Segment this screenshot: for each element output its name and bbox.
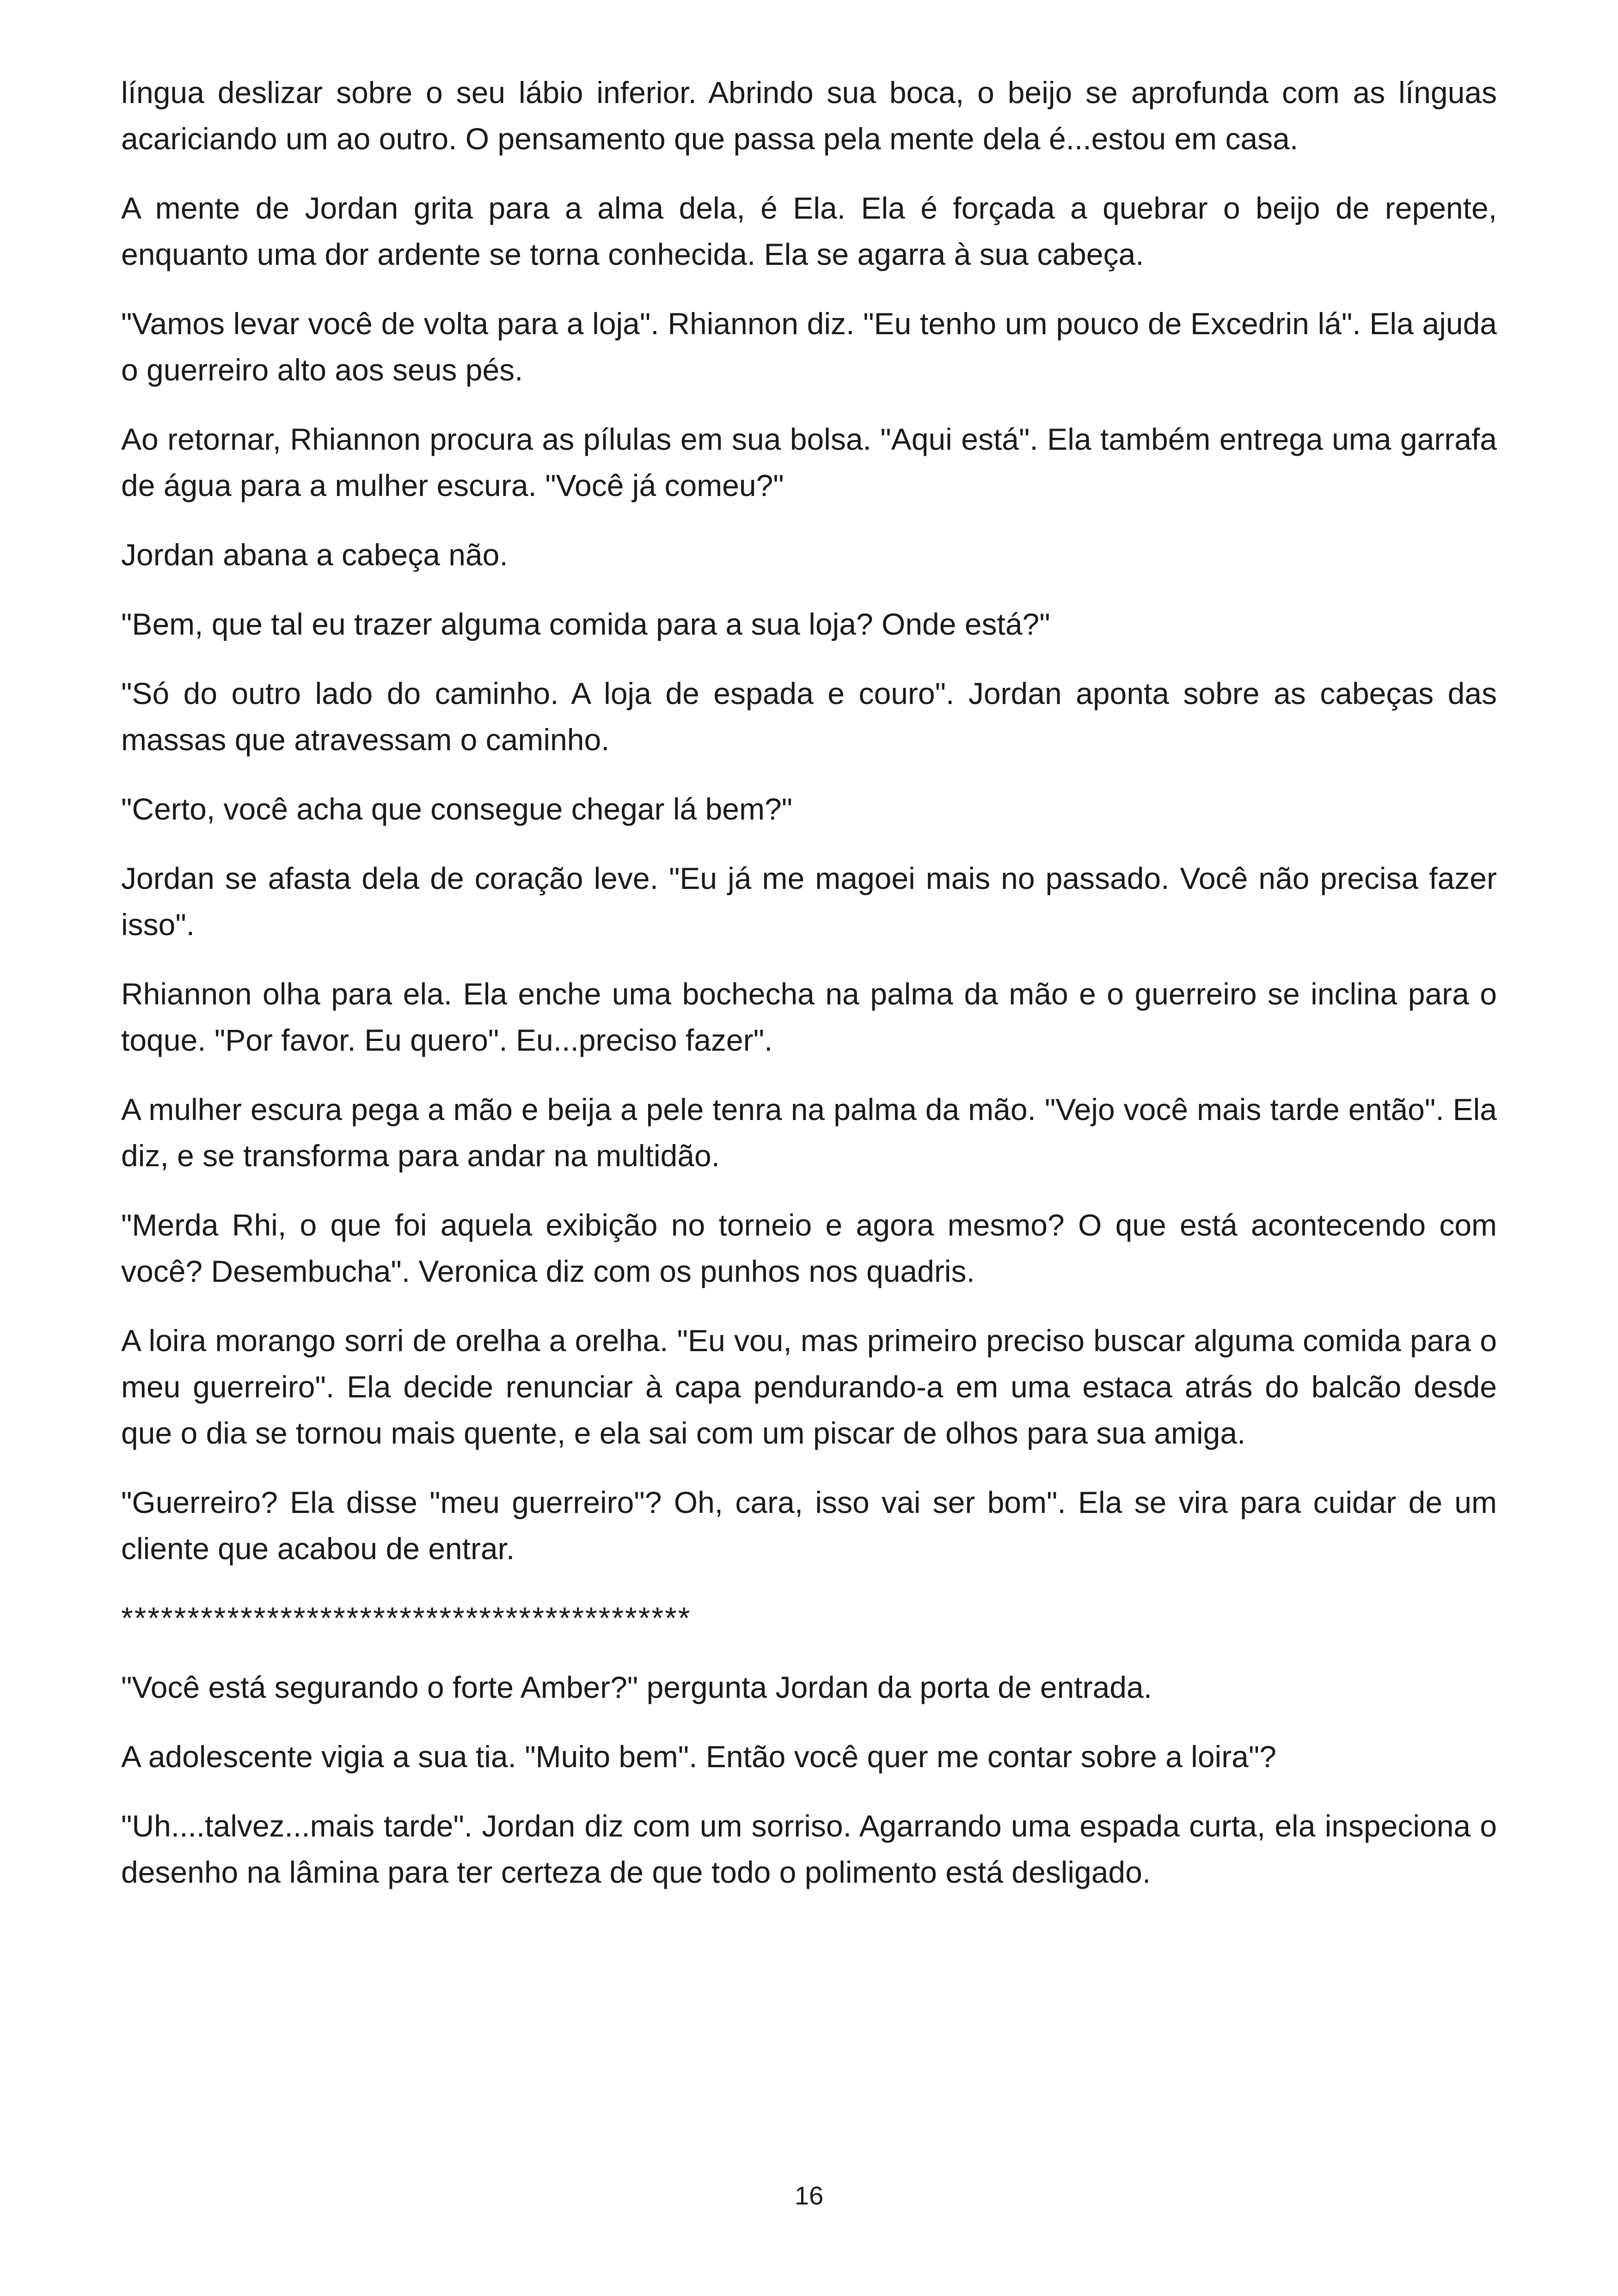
paragraph-11: A mulher escura pega a mão e beija a pele tenra na palma da mão. "Vejo você mais tarde então". Ela diz, e se transforma para andar na multidão. <box>121 1092 1497 1173</box>
page-number: 16 <box>794 2181 824 2210</box>
paragraph-10: Rhiannon olha para ela. Ela enche uma bochecha na palma da mão e o guerreiro se inclina para o toque. "Por favor. Eu quero". Eu...preciso fazer". <box>121 977 1497 1057</box>
paragraph-16: A adolescente vigia a sua tia. "Muito bem". Então você quer me contar sobre a loira"? <box>121 1739 1277 1774</box>
paragraph-7: "Só do outro lado do caminho. A loja de espada e couro". Jordan aponta sobre as cabeças das massas que atravessam o caminho. <box>121 676 1497 757</box>
paragraph-9: Jordan se afasta dela de coração leve. "Eu já me magoei mais no passado. Você não precisa fazer isso". <box>121 861 1497 942</box>
paragraph-13: A loira morango sorri de orelha a orelha. "Eu vou, mas primeiro preciso buscar alguma comida para o meu guerreiro". Ela decide renunciar à capa pendurando-a em uma estaca atrás do balcão desde que o dia se tornou mais quente, e ela sai com um piscar de olhos para sua amiga. <box>121 1323 1497 1450</box>
paragraph-4: Ao retornar, Rhiannon procura as pílulas em sua bolsa. "Aqui está". Ela também entrega uma garrafa de água para a mulher escura. "Você já comeu?" <box>121 422 1497 502</box>
paragraph-5: Jordan abana a cabeça não. <box>121 538 508 572</box>
paragraph-12: "Merda Rhi, o que foi aquela exibição no torneio e agora mesmo? O que está acontecendo com você? Desembucha". Veronica diz com os punhos nos quadris. <box>121 1208 1497 1288</box>
scene-separator: ******************************************* <box>121 1601 692 1635</box>
paragraph-6: "Bem, que tal eu trazer alguma comida para a sua loja? Onde está?" <box>121 607 1050 641</box>
paragraph-15: "Você está segurando o forte Amber?" pergunta Jordan da porta de entrada. <box>121 1670 1152 1704</box>
page-body <box>121 69 1497 1918</box>
paragraph-14: "Guerreiro? Ela disse "meu guerreiro"? Oh, cara, isso vai ser bom". Ela se vira para cuidar de um cliente que acabou de entrar. <box>121 1485 1497 1566</box>
paragraph-2: A mente de Jordan grita para a alma dela, é Ela. Ela é forçada a quebrar o beijo de repente, enquanto uma dor ardente se torna conhecida. Ela se agarra à sua cabeça. <box>121 191 1497 271</box>
paragraph-17: "Uh....talvez...mais tarde". Jordan diz com um sorriso. Agarrando uma espada curta, ela inspeciona o desenho na lâmina para ter certeza de que todo o polimento está desligado. <box>121 1809 1497 1889</box>
paragraph-8: "Certo, você acha que consegue chegar lá bem?" <box>121 792 793 826</box>
paragraph-1: língua deslizar sobre o seu lábio inferior. Abrindo sua boca, o beijo se aprofunda com as línguas acariciando um ao outro. O pensamento que passa pela mente dela é...estou em casa. <box>121 75 1497 156</box>
paragraph-3: "Vamos levar você de volta para a loja". Rhiannon diz. "Eu tenho um pouco de Excedrin lá". Ela ajuda o guerreiro alto aos seus pés. <box>121 306 1497 387</box>
